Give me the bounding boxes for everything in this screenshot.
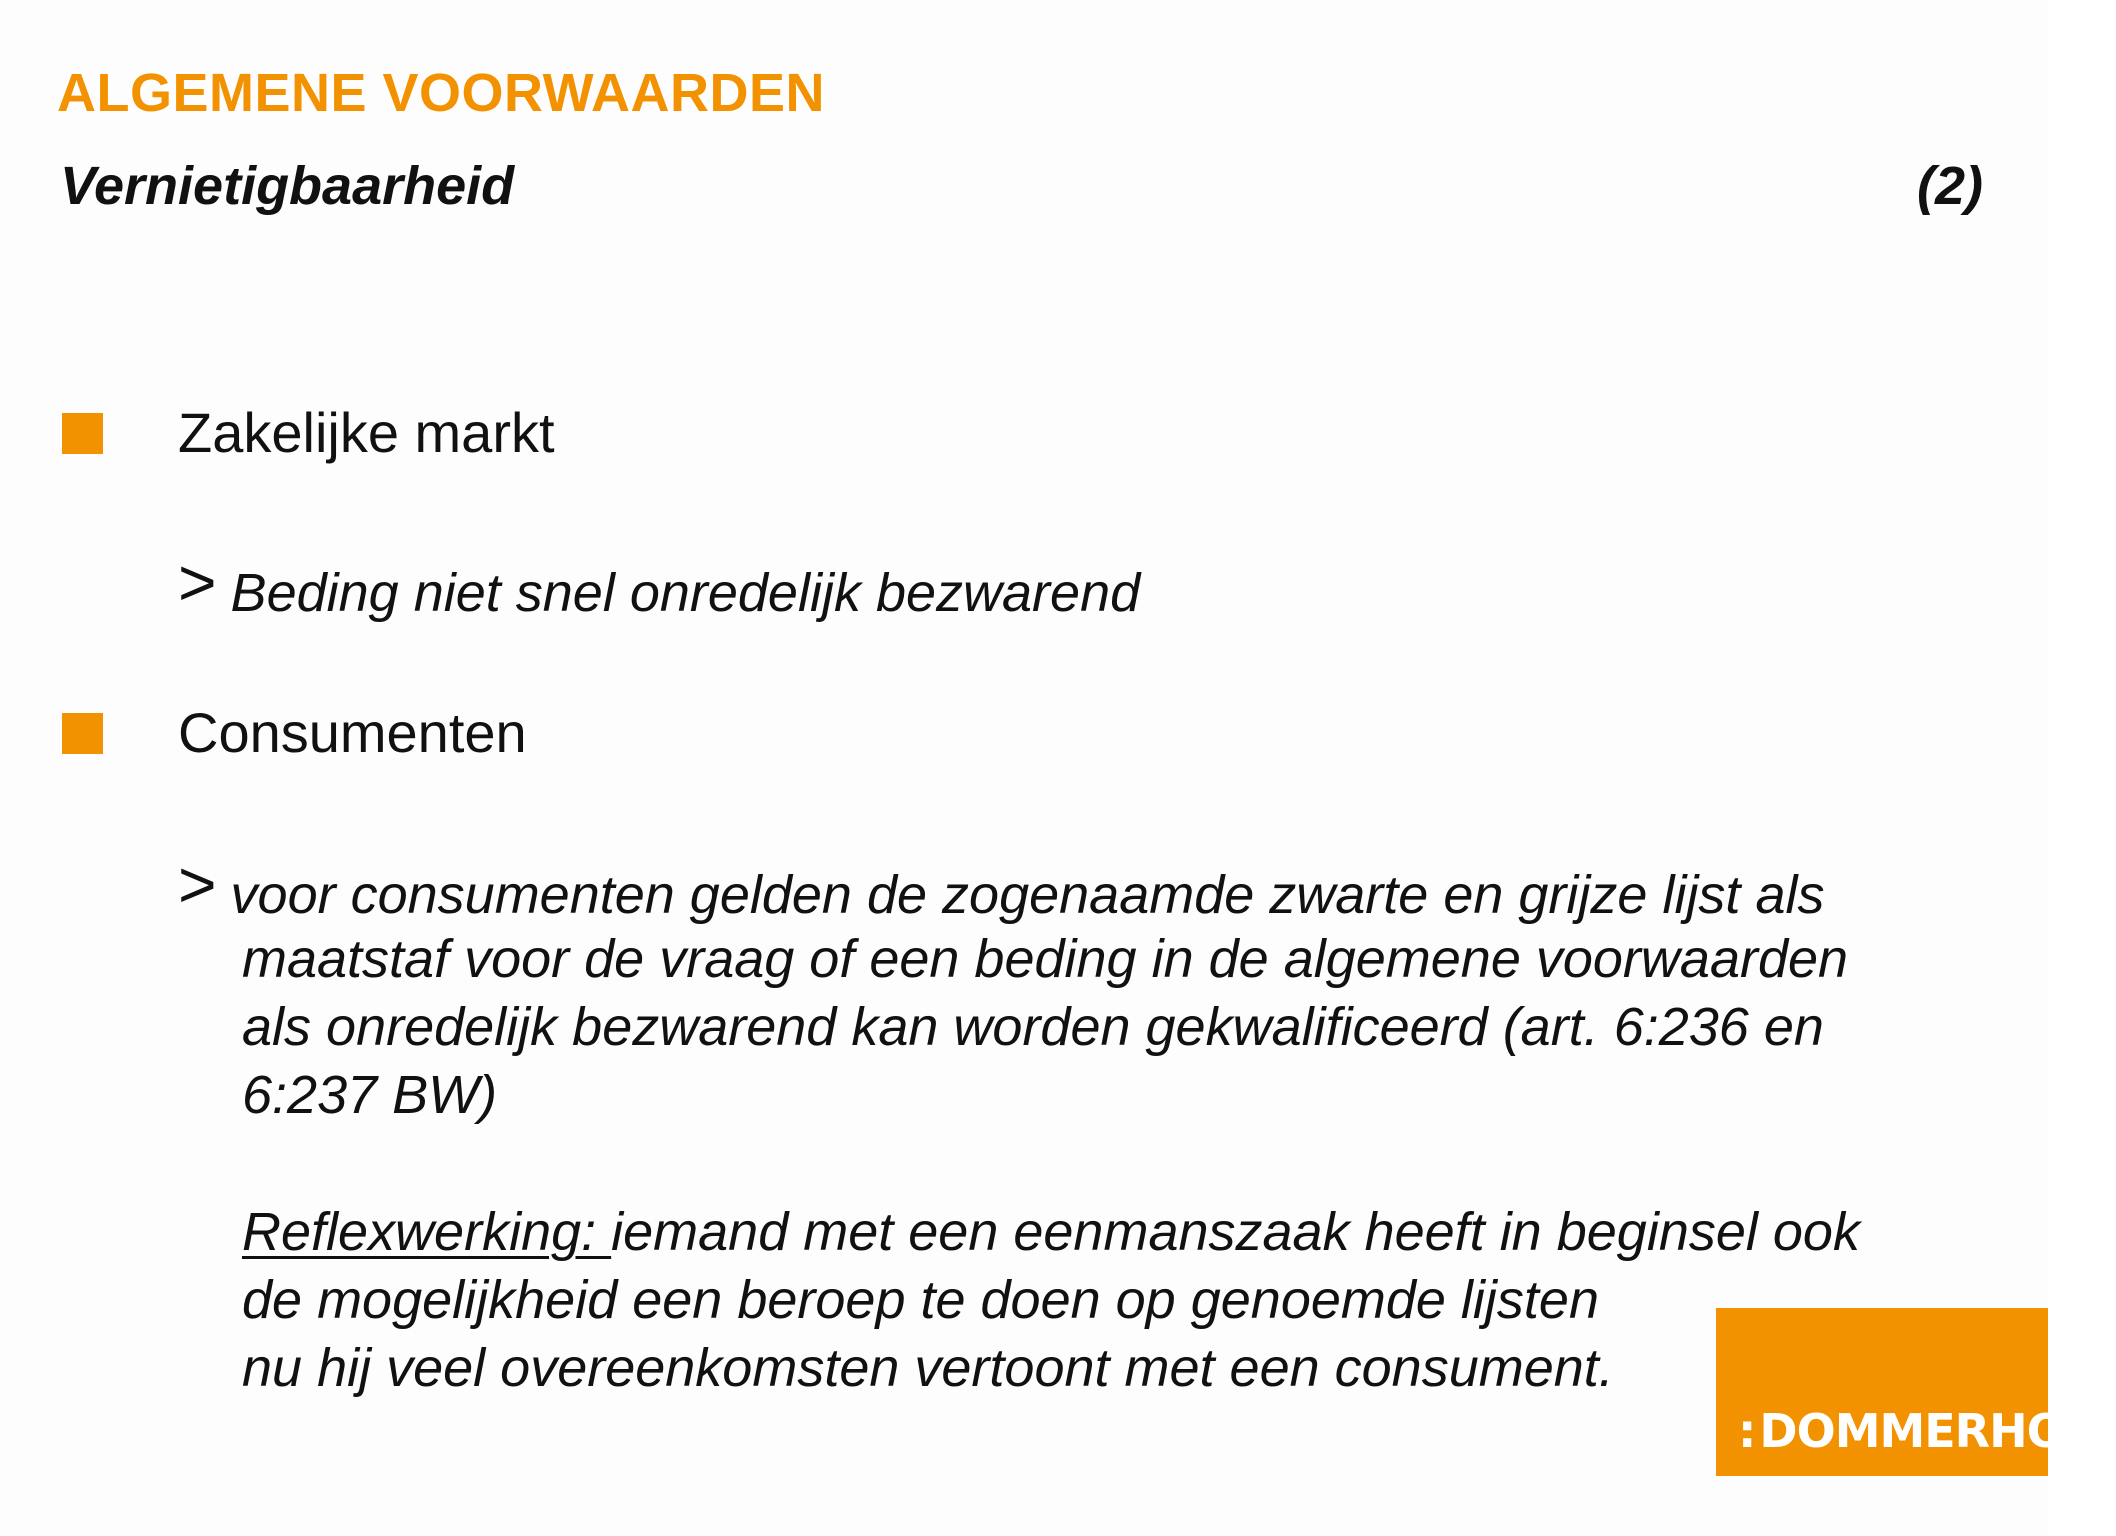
bullet-label-consumenten: Consumenten <box>178 701 527 764</box>
logo-text <box>1738 1404 2116 1458</box>
paragraph-line <box>242 1198 1860 1266</box>
logo-wordmark: DOMMERHOLT <box>1759 1404 2116 1458</box>
sub-point-zakelijke-markt <box>178 545 1141 626</box>
page-number: (2) <box>1917 156 1983 216</box>
bullet-label-zakelijke-markt: Zakelijke markt <box>178 401 555 464</box>
dommerholt-logo <box>1716 1308 2116 1476</box>
paragraph-line: maatstaf voor de vraag of een beding in de algemene voorwaarden <box>242 929 1849 989</box>
reflexwerking-paragraph <box>242 1198 1860 1402</box>
header-title: ALGEMENE VOORWAARDEN <box>57 63 826 123</box>
consumenten-paragraph <box>242 925 1848 1129</box>
chevron-right-icon: > <box>178 847 217 921</box>
sub-point-text: Beding niet snel onredelijk bezwarend <box>230 563 1141 623</box>
reflexwerking-text: iemand met een eenmanszaak heeft in beginsel ook <box>611 1202 1860 1262</box>
paragraph-line: voor consumenten gelden de zogenaamde zwarte en grijze lijst als <box>230 865 1825 925</box>
logo-colon: : <box>1738 1404 1756 1458</box>
paragraph-line: de mogelijkheid een beroep te doen op genoemde lijsten <box>242 1270 1599 1330</box>
paragraph-line: 6:237 BW) <box>242 1065 498 1125</box>
chevron-right-icon: > <box>178 545 217 619</box>
bullet-square-icon <box>62 713 103 754</box>
sub-point-consumenten-first-line <box>178 847 1825 928</box>
paragraph-line: nu hij veel overeenkomsten vertoont met een consument. <box>242 1338 1614 1398</box>
paragraph-line: als onredelijk bezwarend kan worden gekwalificeerd (art. 6:236 en <box>242 997 1824 1057</box>
reflexwerking-label: Reflexwerking: <box>242 1202 612 1262</box>
slide-subtitle: Vernietigbaarheid <box>60 156 515 216</box>
bullet-square-icon <box>62 413 103 454</box>
